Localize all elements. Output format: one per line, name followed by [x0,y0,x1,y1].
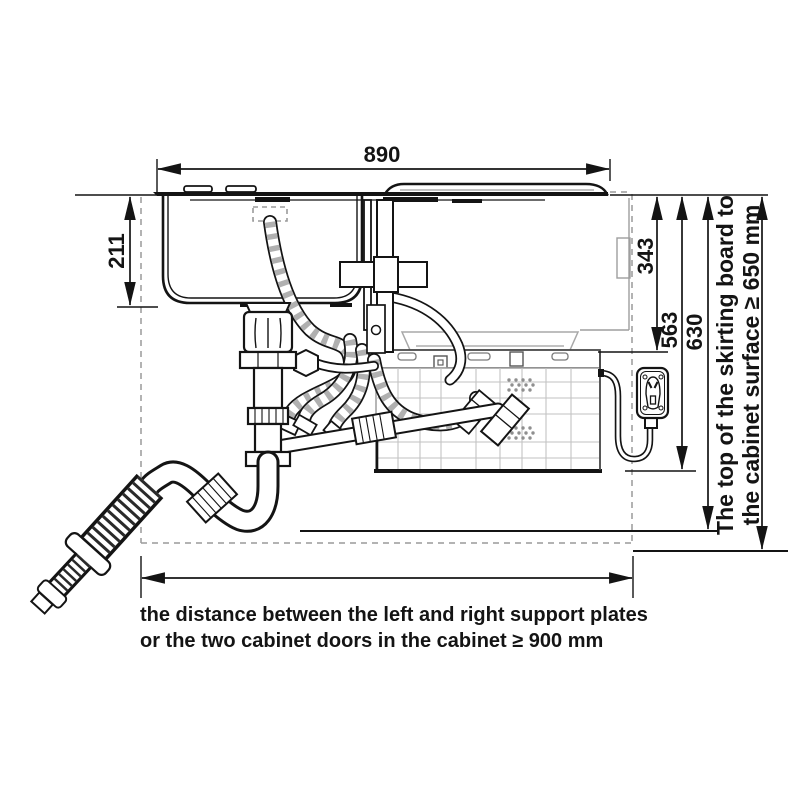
bottom-note-line1: the distance between the left and right support plates [140,604,648,626]
right-note-line2: the cabinet surface ≥ 650 mm [738,204,764,526]
support-bracket [340,200,427,353]
dim-343-label: 343 [633,237,658,275]
dishwasher-top-tray [402,332,578,350]
corrugated-drain-hose [31,486,150,613]
dim-890-label: 890 [363,142,401,167]
counter-surface [153,192,608,196]
ribbed-nut [248,408,288,424]
right-note-line1: The top of the skirting board to [712,195,738,535]
dimension-900 [141,556,633,598]
sink-clip [184,186,212,192]
lock-nut [240,352,296,368]
coupling-nut [352,412,396,445]
sink-clip [226,186,256,192]
dim-211-label: 211 [104,233,129,269]
sink-bowl [163,196,362,307]
trap-pipe [149,462,268,522]
dim-630-label: 630 [682,313,707,351]
hex-nut [294,350,318,376]
bracket-block [374,257,398,292]
bottom-note-line2: or the two cabinet doors in the cabinet ≥ 900 mm [140,630,604,652]
power-cord-and-plug [598,368,668,459]
tail-pipe [254,368,282,408]
cabinet-interior-lines [580,198,630,330]
power-plug [637,368,668,428]
dim-563-label: 563 [657,311,682,349]
faucet-hole [255,197,290,202]
